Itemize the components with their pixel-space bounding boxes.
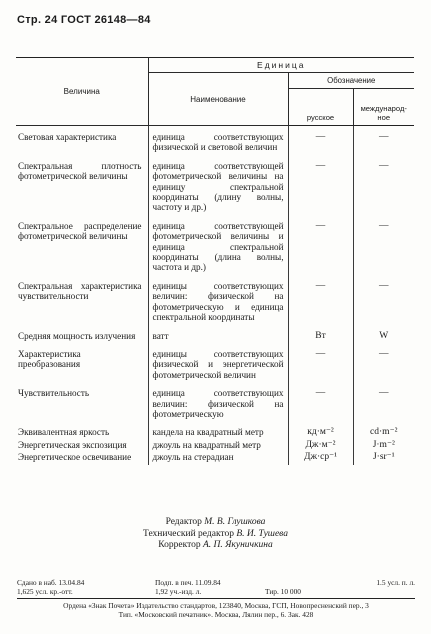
table-row bbox=[16, 221, 414, 281]
page-header: Стр. 24 ГОСТ 26148—84 bbox=[17, 14, 151, 26]
sent-to-set: Сдано в наб. 13.04.84 bbox=[17, 578, 85, 587]
table-row bbox=[16, 126, 414, 161]
unit-name-cell: ватт bbox=[148, 331, 288, 349]
corrector-line bbox=[0, 540, 431, 552]
table-row bbox=[16, 427, 414, 439]
imprint-printer: Тип. «Московский печатник». Москва, Лялин пер., 6. Зак. 428 bbox=[118, 610, 314, 619]
column-header-quantity: Величина bbox=[16, 58, 148, 126]
units-table bbox=[16, 57, 414, 465]
column-header-russian: русское bbox=[288, 89, 353, 126]
russian-symbol-cell: — bbox=[288, 221, 353, 281]
signed-to-print: Подп. в печ. 11.09.84 bbox=[155, 578, 221, 587]
column-header-designation: Обозначение bbox=[288, 73, 414, 89]
imprint-divider bbox=[17, 598, 415, 599]
print-info bbox=[17, 578, 415, 596]
russian-symbol-cell: Дж·ср⁻¹ bbox=[288, 452, 353, 464]
editor-role: Редактор bbox=[165, 517, 202, 527]
column-header-name: Наименование bbox=[148, 73, 288, 126]
column-header-unit: Единица bbox=[148, 58, 414, 73]
table-row bbox=[16, 331, 414, 349]
quantity-cell: Спектральное распределение фотометрической величины bbox=[18, 220, 142, 242]
quantity-cell: Световая характеристика bbox=[18, 132, 117, 142]
tech-editor-name: В. И. Тушева bbox=[236, 528, 288, 539]
publisher-imprint bbox=[17, 601, 415, 619]
quantity-cell: Средняя мощность излучения bbox=[18, 330, 136, 341]
imprint-publisher: Ордена «Знак Почета» Издательство стандартов, 123840, Москва, ГСП, Новопресненский пер., 3 bbox=[63, 601, 369, 610]
russian-symbol-cell: — bbox=[288, 161, 353, 221]
unit-name-cell: единица соответствующей фотометрической величины и единица спектральной координаты (длина волны, частота и др.) bbox=[148, 221, 288, 281]
table-row bbox=[16, 388, 414, 427]
international-symbol-cell: J·m⁻² bbox=[353, 440, 414, 452]
corrector-role: Корректор bbox=[158, 540, 201, 550]
russian-symbol-cell: — bbox=[288, 126, 353, 161]
unit-name-cell: единица соответствующих физической и световой величин bbox=[148, 126, 288, 161]
russian-symbol-cell: кд·м⁻² bbox=[288, 427, 353, 439]
russian-symbol-cell: — bbox=[288, 349, 353, 388]
international-symbol-cell: W bbox=[353, 331, 414, 349]
unit-name-cell: единица соответствующих величин: физической на фотометрическую bbox=[148, 388, 288, 427]
table-row bbox=[16, 281, 414, 331]
table-row bbox=[16, 161, 414, 221]
table-row bbox=[16, 452, 414, 464]
quantity-cell: Эквивалентная яркость bbox=[18, 427, 110, 438]
units-table-body bbox=[16, 126, 414, 465]
russian-symbol-cell: Дж·м⁻² bbox=[288, 440, 353, 452]
unit-name-cell: единицы соответствующих величин: физической на фотометрическую и единица спектральной координаты bbox=[148, 281, 288, 331]
quantity-cell: Характеристика преобразования bbox=[18, 348, 81, 370]
column-header-international: международ-ное bbox=[353, 89, 414, 126]
corrector-name: А. П. Якуничкина bbox=[203, 540, 273, 550]
editor-line bbox=[0, 517, 431, 529]
international-symbol-cell: — bbox=[353, 126, 414, 161]
quantity-cell: Энергетическая экспозиция bbox=[18, 439, 127, 450]
quantity-cell: Спектральная плотность фотометрической величины bbox=[18, 160, 142, 182]
table-row bbox=[16, 440, 414, 452]
unit-name-cell: джоуль на стерадиан bbox=[148, 452, 288, 464]
quantity-cell: Энергетическое освечивание bbox=[18, 452, 132, 463]
editorial-credits bbox=[0, 517, 431, 552]
international-symbol-cell: J·sr⁻¹ bbox=[353, 452, 414, 464]
print-run: Тир. 10 000 bbox=[265, 587, 302, 596]
quantity-cell: Спектральная характеристика чувствительности bbox=[18, 280, 142, 302]
table-row bbox=[16, 349, 414, 388]
unit-name-cell: джоуль на квадратный метр bbox=[148, 440, 288, 452]
editor-name: М. В. Глушкова bbox=[204, 517, 266, 527]
unit-name-cell: единица соответствующей фотометрической величины на единицу спектральной координаты (длину волны, частоту и др.) bbox=[148, 161, 288, 221]
international-symbol-cell: — bbox=[353, 388, 414, 427]
international-symbol-cell: — bbox=[353, 349, 414, 388]
printed-sheets: 1.5 усл. п. л. bbox=[376, 578, 415, 587]
tech-editor-role: Технический редактор bbox=[143, 528, 234, 539]
unit-name-cell: единицы соответствующих физической и энергетической фотометрической величин bbox=[148, 349, 288, 388]
quantity-cell: Чувствительность bbox=[18, 388, 90, 399]
international-symbol-cell: — bbox=[353, 161, 414, 221]
russian-symbol-cell: — bbox=[288, 388, 353, 427]
international-symbol-cell: cd·m⁻² bbox=[353, 427, 414, 439]
publisher-sheets: 1,92 уч.-изд. л. bbox=[155, 587, 202, 596]
international-symbol-cell: — bbox=[353, 221, 414, 281]
color-proof-sheets: 1,625 усл. кр.-отт. bbox=[17, 587, 73, 596]
international-symbol-cell: — bbox=[353, 281, 414, 331]
russian-symbol-cell: Вт bbox=[288, 331, 353, 349]
russian-symbol-cell: — bbox=[288, 281, 353, 331]
tech-editor-line bbox=[0, 529, 431, 541]
unit-name-cell: кандела на квадратный метр bbox=[148, 427, 288, 439]
